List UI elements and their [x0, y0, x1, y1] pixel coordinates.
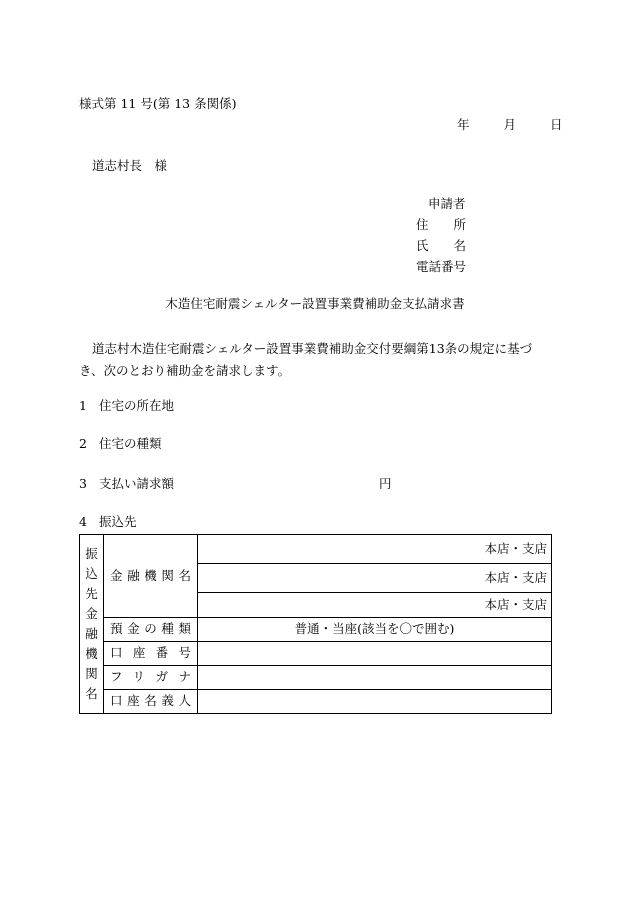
- item-label: 支払い請求額: [99, 476, 175, 491]
- applicant-heading: 申請者: [428, 196, 466, 211]
- account-number-field[interactable]: [198, 642, 552, 666]
- furigana-label: フリガナ: [104, 666, 198, 690]
- deposit-type-label: 預金の種類: [104, 618, 198, 642]
- deposit-type-field[interactable]: [198, 618, 552, 642]
- date-month-label: 月: [503, 117, 517, 132]
- yen-unit: 円: [379, 476, 392, 491]
- group-label-char: 先: [85, 586, 98, 601]
- branch-field[interactable]: [198, 593, 552, 618]
- document-title: 木造住宅耐震シェルター設置事業費補助金支払請求書: [165, 296, 465, 311]
- item-payment-amount: [79, 478, 174, 491]
- transfer-institution-group-label: [80, 535, 104, 714]
- date-line: [457, 119, 563, 132]
- branch-option-text: 本店・支店: [484, 540, 547, 556]
- applicant-address-label: 住 所: [416, 217, 467, 232]
- branch-field[interactable]: [198, 535, 552, 564]
- item-label: 住宅の所在地: [99, 398, 175, 413]
- item-number: 1: [79, 398, 87, 413]
- form-number: 様式第 11 号(第 13 条関係): [79, 96, 237, 111]
- date-year-label: 年: [457, 117, 470, 132]
- account-holder-label: 口座名義人: [104, 690, 198, 714]
- item-label: 振込先: [99, 514, 137, 529]
- item-number: 2: [79, 436, 87, 451]
- item-residence-type: [79, 438, 162, 451]
- item-number: 3: [79, 476, 87, 491]
- account-number-label: 口座番号: [104, 642, 198, 666]
- bank-transfer-table: [79, 534, 552, 714]
- item-residence-location: [79, 400, 174, 413]
- deposit-type-value: 普通・当座(該当を〇で囲む): [294, 621, 455, 637]
- date-day-label: 日: [550, 117, 563, 132]
- branch-field[interactable]: [198, 564, 552, 593]
- group-label-char: 振: [85, 546, 98, 561]
- group-label-char: 込: [85, 566, 98, 581]
- furigana-field[interactable]: [198, 666, 552, 690]
- group-label-char: 融: [85, 626, 98, 641]
- applicant-block: [416, 198, 466, 282]
- item-label: 住宅の種類: [99, 436, 162, 451]
- group-label-char: 名: [85, 686, 98, 701]
- institution-name-label: 金融機関名: [104, 535, 198, 618]
- branch-option-text: 本店・支店: [484, 596, 547, 612]
- item-number: 4: [79, 514, 87, 529]
- group-label-char: 関: [85, 666, 98, 681]
- body-text: 道志村木造住宅耐震シェルター設置事業費補助金交付要綱第13条の規定に基づき、次のとおり補助金を請求します。: [79, 341, 533, 378]
- applicant-phone-label: 電話番号: [416, 259, 467, 274]
- item-transfer-destination: [79, 516, 137, 529]
- addressee: 道志村長 様: [92, 158, 168, 173]
- group-label-char: 機: [85, 646, 98, 661]
- account-holder-field[interactable]: [198, 690, 552, 714]
- applicant-name-label: 氏 名: [416, 238, 467, 253]
- group-label-char: 金: [85, 606, 98, 621]
- branch-option-text: 本店・支店: [484, 569, 547, 585]
